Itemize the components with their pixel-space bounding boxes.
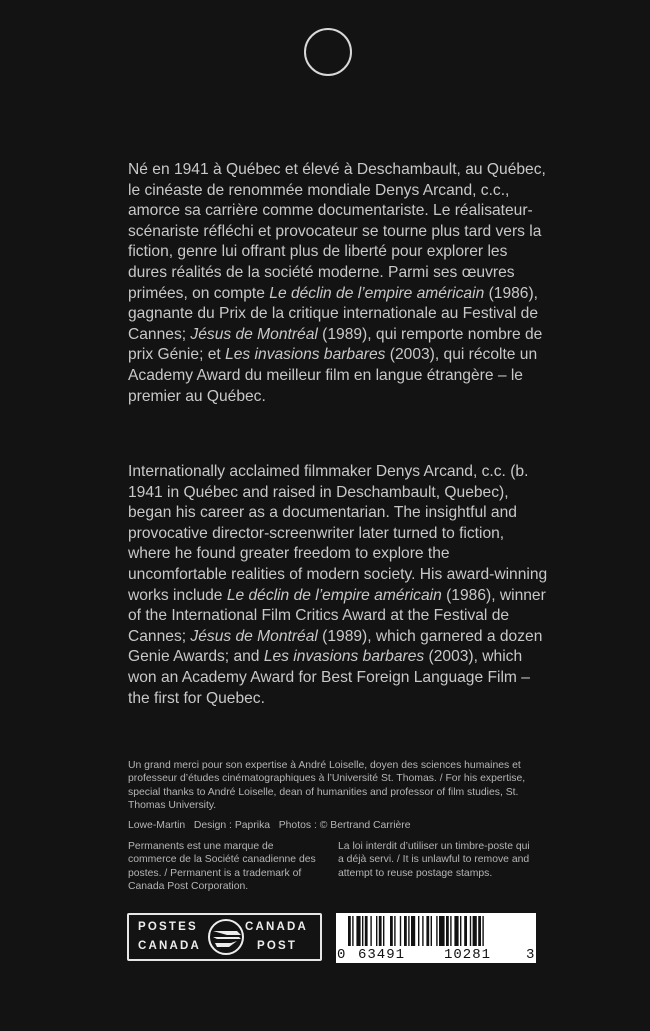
barcode-bar bbox=[383, 916, 384, 946]
french-text-part: (2003), qui récolte un Academy Award du meilleur film en langue étrangère – le premier au Québec. bbox=[128, 346, 538, 405]
logo-word: POST bbox=[257, 940, 298, 952]
barcode-bar bbox=[439, 916, 445, 946]
paragraph-french bbox=[128, 160, 548, 407]
barcode-bar bbox=[379, 916, 382, 946]
canada-post-logo bbox=[127, 913, 322, 961]
hang-hole bbox=[304, 28, 352, 76]
french-text-part: Né en 1941 à Québec et élevé à Deschambault, au Québec, le cinéaste de renommée mondiale Denys Arcand, c.c., amorce sa carrière comme documentariste. Le réalisateur-scénariste réfléchi et provocateur se tourne plus tard vers la fiction, genre lui offrant plus de liberté pour explorer les dures réalités de la société moderne. Parmi ses œuvres primées, on compte bbox=[128, 161, 546, 302]
english-text-part: (2003), which won an Academy Award for Best Foreign Language Film – the first for Quebec. bbox=[128, 648, 530, 707]
trademark-notice: Permanents est une marque de commerce de la Société canadienne des postes. / Permanent is a trademark of Canada Post Corporation. bbox=[128, 841, 316, 893]
film-title: Le déclin de l’empire américain bbox=[226, 586, 442, 604]
barcode-bar bbox=[450, 916, 451, 946]
french-text-part: (1989), qui remporte nombre de prix Génie; et bbox=[128, 325, 543, 364]
acknowledgement: Un grand merci pour son expertise à André Loiselle, doyen des sciences humaines et professeur d’études cinématographiques à l’Université St. Thomas. / For his expertise, special thanks to André Loiselle, dean of humanities and professor of film studies, St. Thomas University. bbox=[128, 760, 526, 812]
barcode-lead-digit: 0 bbox=[337, 947, 346, 963]
barcode-bar bbox=[460, 916, 461, 946]
barcode-bar bbox=[376, 916, 377, 946]
barcode-bar bbox=[352, 916, 353, 946]
barcode-bar bbox=[400, 916, 401, 946]
barcode-bar bbox=[454, 916, 458, 946]
french-text-part: (1986), gagnante du Prix de la critique internationale au Festival de Cannes; bbox=[128, 284, 539, 343]
film-title: Les invasions barbares bbox=[225, 346, 386, 364]
credits-line: Lowe-Martin Design : Paprika Photos : © Bertrand Carrière bbox=[128, 820, 411, 831]
barcode-bar bbox=[446, 916, 449, 946]
reuse-warning: La loi interdit d’utiliser un timbre-poste qui a déjà servi. / It is unlawful to remove and attempt to reuse postage stamps. bbox=[338, 841, 530, 879]
barcode-bar bbox=[362, 916, 363, 946]
barcode-bar bbox=[426, 916, 429, 946]
upc-barcode bbox=[336, 913, 536, 963]
barcode-bar bbox=[436, 916, 437, 946]
barcode-left-digits: 63491 bbox=[358, 947, 406, 963]
barcode-bar bbox=[365, 916, 368, 946]
barcode-bar bbox=[464, 916, 467, 946]
english-text-part: Internationally acclaimed filmmaker Denys Arcand, c.c. (b. 1941 in Québec and raised in Deschambault, Quebec), began his career as a documentarian. The insightful and provocative director-screenwriter later turned to fiction, where he found greater freedom to explore the uncomfortable realities of modern society. His award-winning works include bbox=[128, 463, 548, 604]
barcode-bar bbox=[356, 916, 360, 946]
barcode-bar bbox=[370, 916, 371, 946]
barcode-right-digits: 10281 bbox=[444, 947, 492, 963]
barcode-bar bbox=[478, 916, 481, 946]
barcode-bar bbox=[411, 916, 415, 946]
logo-word: POSTES bbox=[138, 921, 198, 933]
film-title: Le déclin de l’empire américain bbox=[269, 284, 485, 302]
barcode-bar bbox=[408, 916, 409, 946]
barcode-bar bbox=[470, 916, 471, 946]
barcode-bar bbox=[418, 916, 419, 946]
barcode-bar bbox=[390, 916, 393, 946]
barcode-bar bbox=[473, 916, 477, 946]
paragraph-english bbox=[128, 462, 548, 709]
film-title: Jésus de Montréal bbox=[190, 627, 318, 645]
logo-word: CANADA bbox=[245, 921, 309, 933]
barcode-check-digit: 3 bbox=[526, 947, 535, 963]
barcode-bar bbox=[422, 916, 423, 946]
english-text-part: (1986), winner of the International Film Critics Award at the Festival de Cannes; bbox=[128, 586, 546, 645]
film-title: Jésus de Montréal bbox=[190, 325, 318, 343]
english-text-part: (1989), which garnered a dozen Genie Awards; and bbox=[128, 627, 543, 666]
barcode-bar bbox=[404, 916, 407, 946]
barcode-bar bbox=[394, 916, 395, 946]
barcode-bar bbox=[348, 916, 351, 946]
barcode-bar bbox=[482, 916, 483, 946]
logo-word: CANADA bbox=[138, 940, 202, 952]
film-title: Les invasions barbares bbox=[263, 648, 425, 666]
barcode-bar bbox=[431, 916, 432, 946]
barcode-digits bbox=[336, 947, 536, 963]
canada-post-eagle-icon bbox=[207, 918, 245, 956]
